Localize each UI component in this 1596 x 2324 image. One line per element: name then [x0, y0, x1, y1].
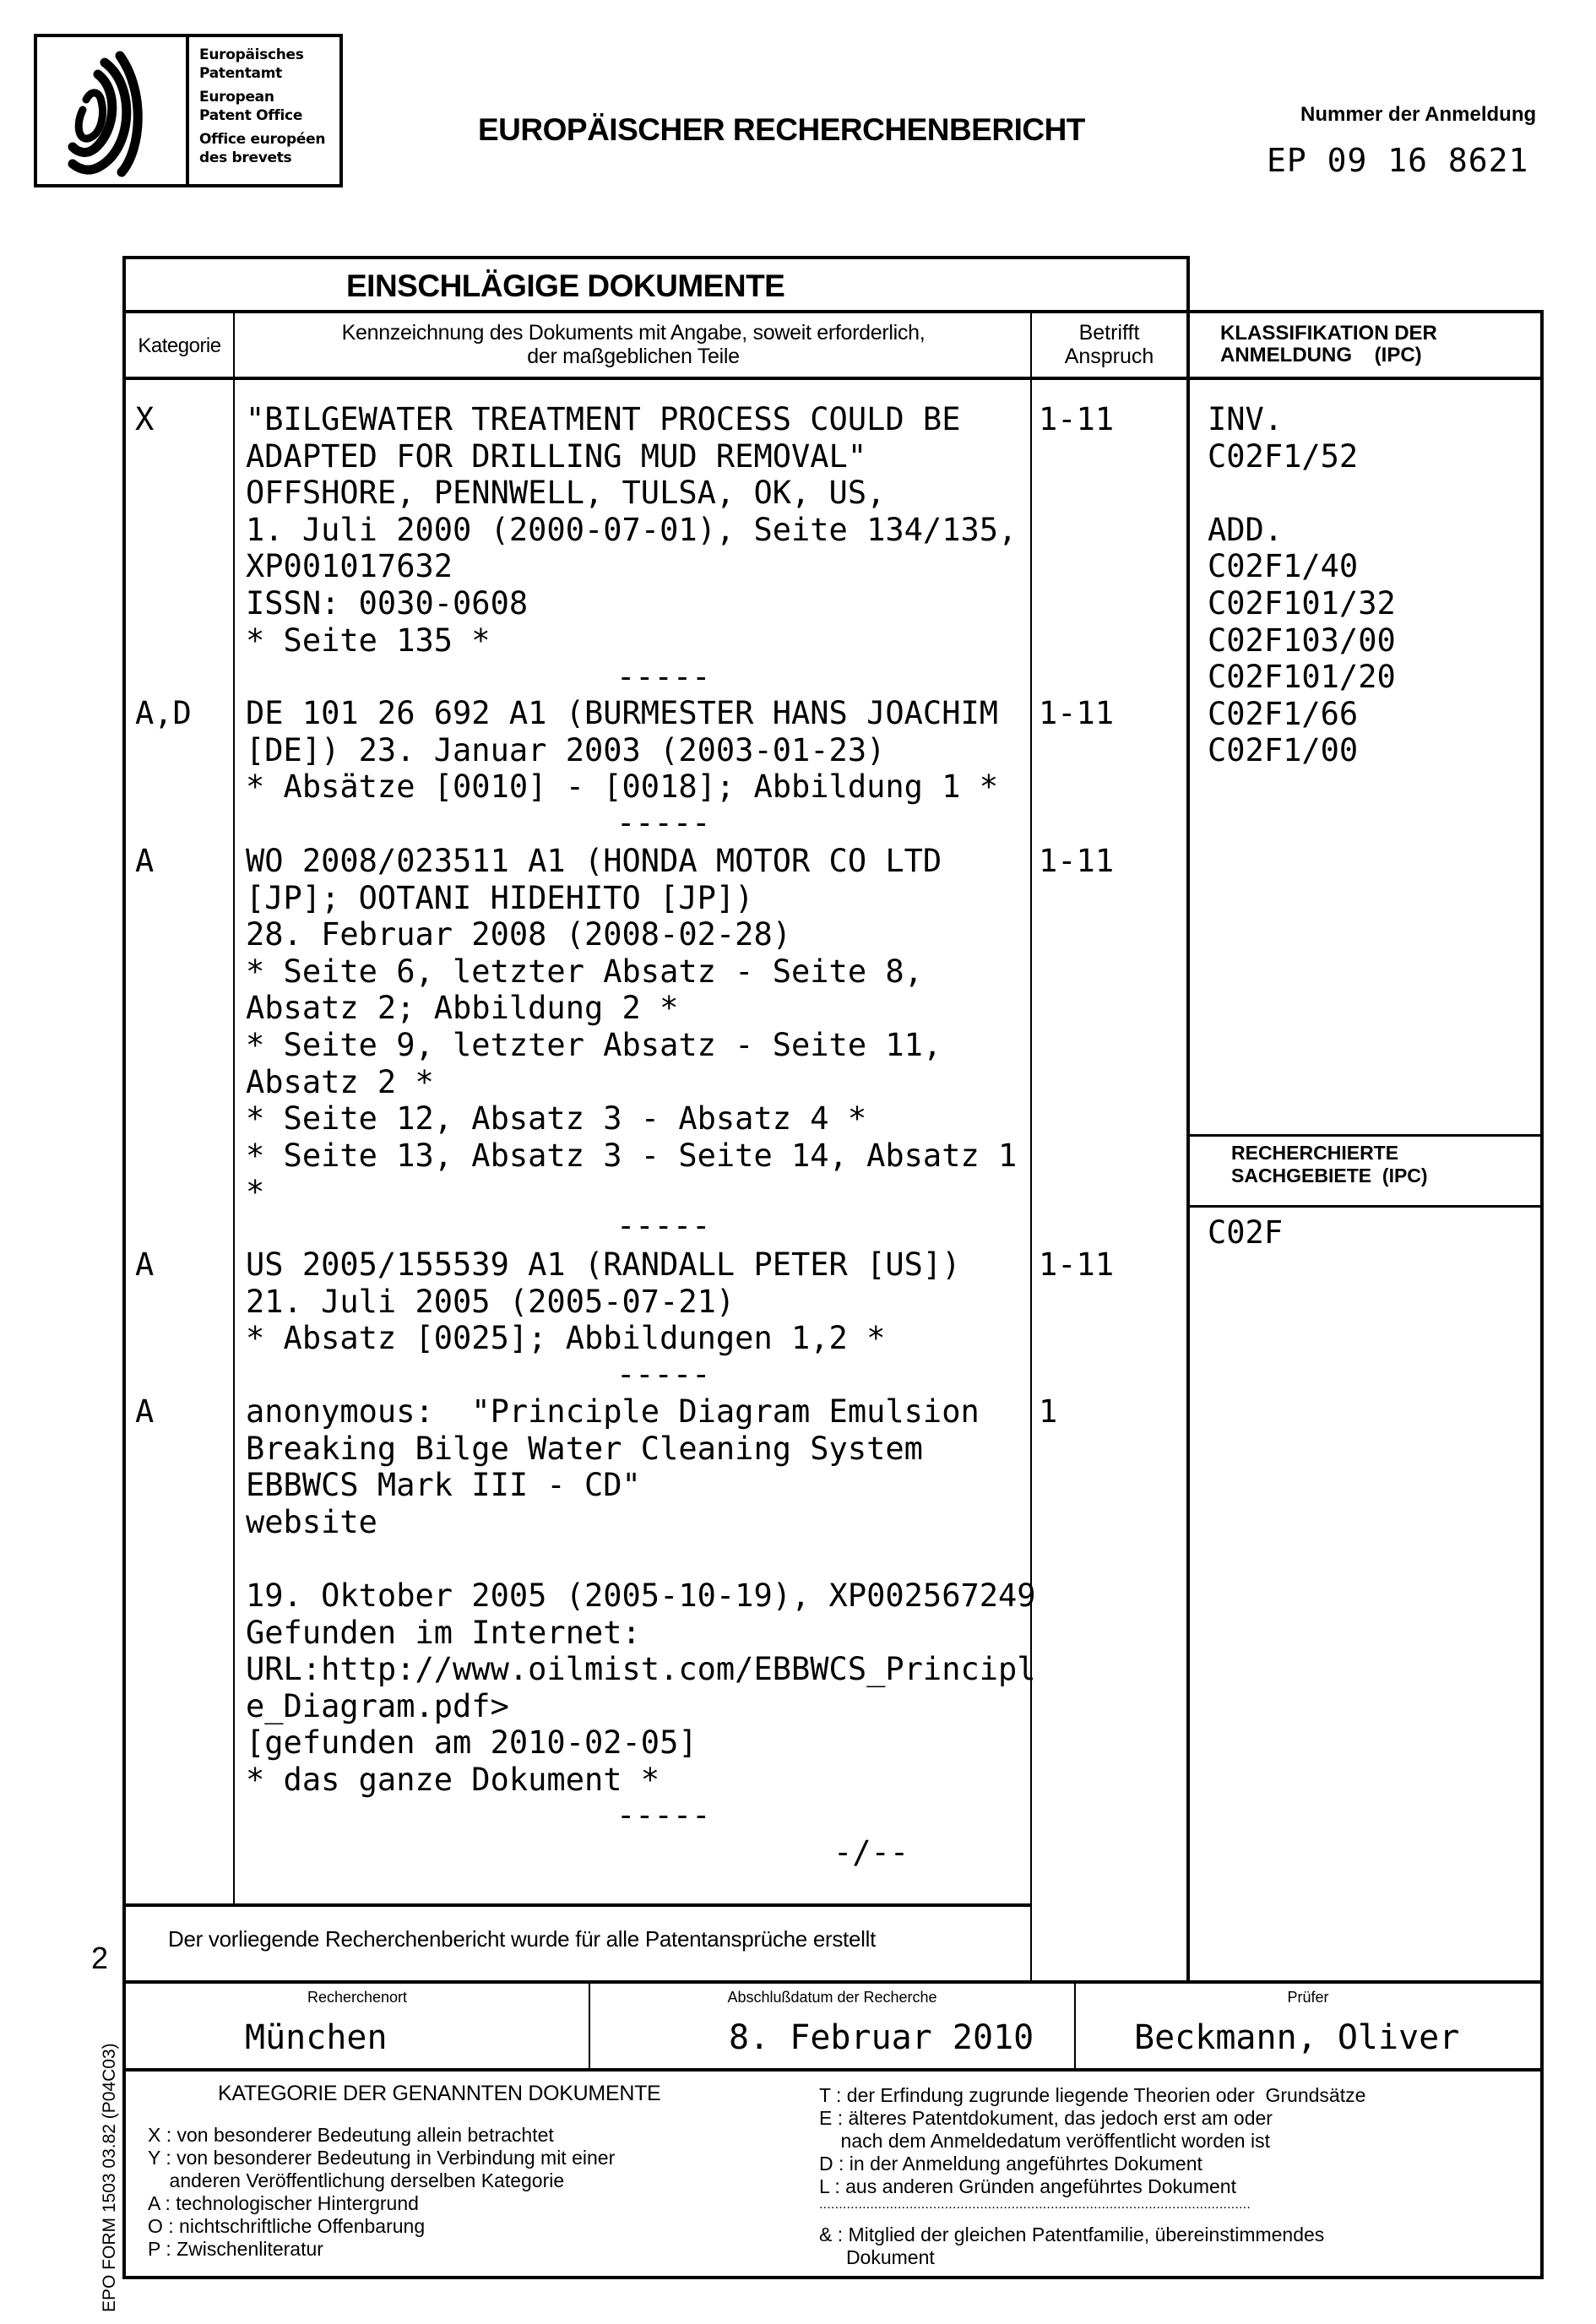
entry-separator: -----: [616, 1797, 711, 1833]
continuation-mark: -/--: [833, 1834, 909, 1871]
entry-citation: DE 101 26 692 A1 (BURMESTER HANS JOACHIM [DE]) 23. Januar 2003 (2003-01-23) * Absätze [0010] - [0018]; Abbildung 1 *: [246, 695, 999, 806]
office-name-de-1: Europäisches: [199, 46, 304, 63]
entry-category: A,D: [135, 695, 192, 731]
entry-claims: 1: [1039, 1393, 1058, 1430]
searched-fields-label: RECHERCHIERTE SACHGEBIETE (IPC): [1231, 1142, 1428, 1186]
legend-family: & : Mitglied der gleichen Patentfamilie, übereinstimmendes Dokument: [819, 2224, 1325, 2268]
entry-category: A: [135, 1393, 155, 1430]
column-header-classification: KLASSIFIKATION DER ANMELDUNG (IPC): [1220, 322, 1437, 367]
classification-codes: INV. C02F1/52 ADD. C02F1/40 C02F101/32 C02F103/00 C02F101/20 C02F1/66 C02F1/00: [1208, 401, 1396, 769]
column-header-claims: Betrifft Anspruch: [1064, 321, 1154, 368]
office-name-de-2: Patentamt: [199, 65, 282, 82]
office-name-fr-1: Office européen: [199, 131, 326, 148]
report-title: EUROPÄISCHER RECHERCHENBERICHT: [478, 112, 1085, 147]
logo-divider: [186, 37, 189, 184]
legend-title: KATEGORIE DER GENANNTEN DOKUMENTE: [218, 2082, 661, 2105]
entry-claims: 1-11: [1039, 401, 1115, 437]
entry-separator: -----: [616, 1208, 711, 1244]
epo-logo-mark-icon: [57, 46, 184, 181]
searched-fields-value: C02F: [1208, 1214, 1284, 1251]
office-names: [199, 46, 325, 167]
completion-date-label: Abschlußdatum der Recherche: [727, 1989, 937, 2006]
application-number: EP 09 16 8621: [1267, 142, 1529, 179]
office-name-en-1: European: [199, 89, 274, 106]
examiner-label: Prüfer: [1287, 1989, 1329, 2006]
entry-separator: -----: [616, 805, 711, 841]
entry-separator: -----: [616, 659, 711, 695]
epo-logo: [34, 34, 343, 187]
entry-category: X: [135, 401, 155, 437]
legend-dotted-rule: ..............................................................................................................: [819, 2197, 1251, 2212]
legend-left: X : von besonderer Bedeutung allein betrachtet Y : von besonderer Bedeutung in Verbindung mit einer anderen Veröffentlichung derselben Kategorie A : technologischer Hintergrund O : nichtschriftliche Offenbarung P : Zwischenliteratur: [148, 2124, 616, 2260]
column-header-category: Kategorie: [138, 334, 221, 357]
column-header-citation: Kennzeichnung des Dokuments mit Angabe, soweit erforderlich, der maßgeblichen Teile: [341, 321, 926, 368]
entry-claims: 1-11: [1039, 843, 1115, 879]
legend-right: T : der Erfindung zugrunde liegende Theorien oder Grundsätze E : älteres Patentdokument, das jedoch erst am oder nach dem Anmeldedatum veröffentlicht worden ist D : in der Anmeldung angeführtes Dokument L : aus anderen Gründen angeführtes Dokument: [819, 2084, 1366, 2197]
entry-separator: -----: [616, 1356, 711, 1393]
entry-citation: WO 2008/023511 A1 (HONDA MOTOR CO LTD [JP]; OOTANI HIDEHITO [JP]) 28. Februar 2008 (2008-02-28) * Seite 6, letzter Absatz - Seite 8, Absatz 2; Abbildung 2 * * Seite 9, letzter Absatz - Seite 11, Absatz 2 * * Seite 12, Absatz 3 - Absatz 4 * * Seite 13, Absatz 3 - Seite 14, Absatz 1 *: [246, 843, 1018, 1211]
completion-date: 8. Februar 2010: [729, 2018, 1034, 2057]
page-number: 2: [91, 1941, 109, 1975]
entry-category: A: [135, 843, 155, 879]
office-name-en-2: Patent Office: [199, 107, 303, 124]
completion-note: Der vorliegende Recherchenbericht wurde für alle Patentansprüche erstellt: [168, 1926, 877, 1952]
office-name-fr-2: des brevets: [199, 149, 292, 166]
search-place-label: Recherchenort: [307, 1989, 408, 2006]
entry-claims: 1-11: [1039, 1246, 1115, 1283]
entry-citation: "BILGEWATER TREATMENT PROCESS COULD BE ADAPTED FOR DRILLING MUD REMOVAL" OFFSHORE, PENNWELL, TULSA, OK, US, 1. Juli 2000 (2000-07-01), Seite 134/135, XP001017632 ISSN: 0030-0608 * Seite 135 *: [246, 401, 1018, 659]
application-number-label: Nummer der Anmeldung: [1300, 103, 1537, 126]
entry-citation: anonymous: "Principle Diagram Emulsion Breaking Bilge Water Cleaning System EBBWCS Mark III - CD" website 19. Oktober 2005 (2005-10-19), XP002567249 Gefunden im Internet: URL:http://www.oilmist.com/EBBWCS_Principl e_Diagram.pdf> [gefunden am 2010-02-05] * das ganze Dokument *: [246, 1393, 1036, 1798]
entry-category: A: [135, 1246, 155, 1283]
entry-citation: US 2005/155539 A1 (RANDALL PETER [US]) 21. Juli 2005 (2005-07-21) * Absatz [0025]; Abbildungen 1,2 *: [246, 1246, 961, 1357]
section-title: EINSCHLÄGIGE DOKUMENTE: [346, 269, 785, 303]
entry-claims: 1-11: [1039, 695, 1115, 731]
form-id: EPO FORM 1503 03.82 (P04C03): [100, 2043, 119, 2312]
search-place: München: [245, 2018, 388, 2057]
examiner: Beckmann, Oliver: [1134, 2018, 1460, 2057]
